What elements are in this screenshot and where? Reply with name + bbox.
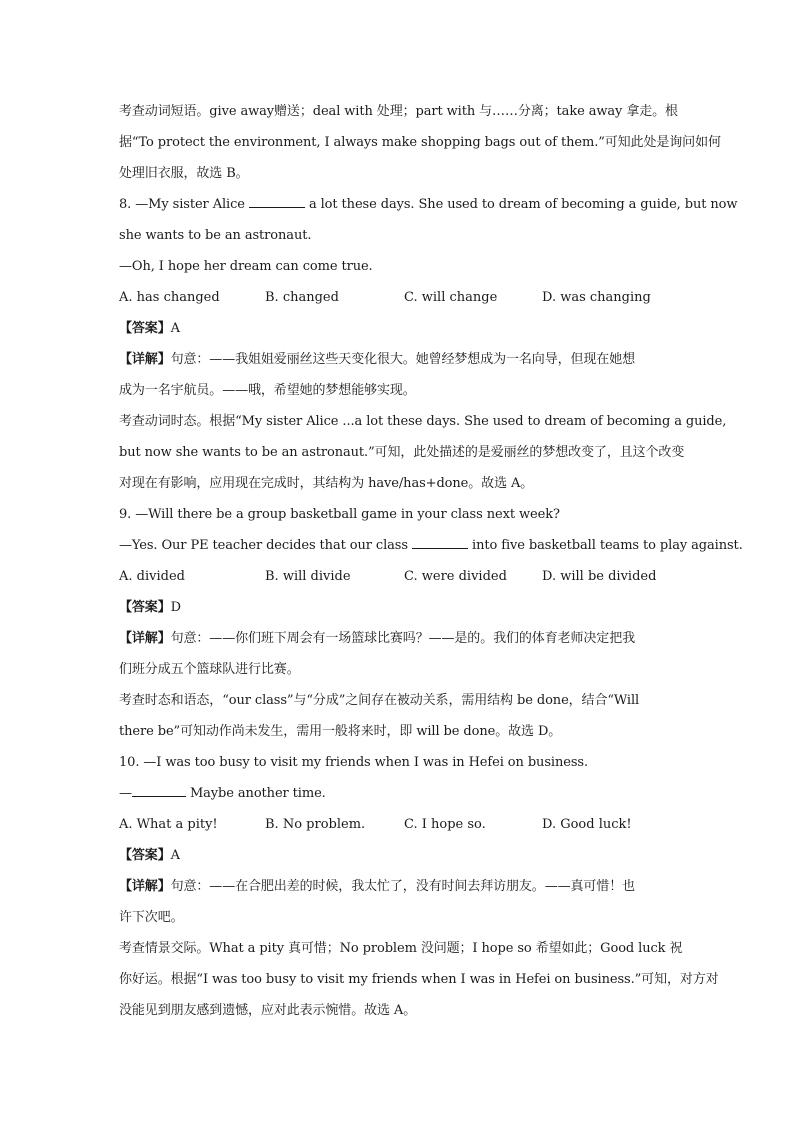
q7-analysis-line: 考查动词短语。give away赠送；deal with 处理；part with 与……分离；take away 拿走。根 bbox=[119, 104, 678, 119]
q8-option-d: D. was changing bbox=[542, 290, 651, 305]
q7-analysis-line: 处理旧衣服，故选 B。 bbox=[119, 166, 249, 181]
q8-analysis-line: 对现在有影响，应用现在完成时，其结构为 have/has+done。故选 A。 bbox=[119, 476, 534, 491]
q8-option-a: A. has changed bbox=[119, 290, 220, 305]
q10-analysis-line: 考查情景交际。What a pity 真可惜；No problem 没问题；I hope so 希望如此；Good luck 祝 bbox=[119, 941, 683, 956]
q9-detail-text: 句意：——你们班下周会有一场篮球比赛吗？——是的。我们的体育老师决定把我 bbox=[170, 631, 636, 646]
q9-reply bbox=[119, 530, 743, 561]
q8-answer-label: 【答案】 bbox=[119, 321, 171, 336]
q10-analysis-line: 你好运。根据“I was too busy to visit my friends when I was in Hefei on business.”可知，对方对 bbox=[119, 972, 719, 987]
q9-option-b: B. will divide bbox=[265, 569, 351, 584]
q8-answer-value: A bbox=[170, 321, 180, 336]
q10-options bbox=[119, 809, 677, 840]
q8-reply: —Oh, I hope her dream can come true. bbox=[119, 259, 373, 274]
q10-analysis-line: 没能见到朋友感到遗憾，应对此表示惋惜。故选 A。 bbox=[119, 1003, 417, 1018]
q9-detail-line bbox=[119, 623, 677, 654]
q8-stem bbox=[119, 189, 738, 220]
q8-option-b: B. changed bbox=[265, 290, 339, 305]
q9-detail-label: 【详解】 bbox=[119, 631, 171, 646]
q10-answer-value: A bbox=[170, 848, 180, 863]
q10-option-a: A. What a pity! bbox=[119, 817, 218, 832]
q9-options bbox=[119, 561, 677, 592]
q8-detail-line: 成为一名宇航员。——哦，希望她的梦想能够实现。 bbox=[119, 383, 416, 398]
q10-option-b: B. No problem. bbox=[265, 817, 366, 832]
q10-reply bbox=[119, 778, 677, 809]
q9-answer-value: D bbox=[170, 600, 181, 615]
q8-stem-line2: she wants to be an astronaut. bbox=[119, 228, 312, 243]
q10-stem: 10. —I was too busy to visit my friends when I was in Hefei on business. bbox=[119, 755, 588, 770]
q10-answer-label: 【答案】 bbox=[119, 848, 171, 863]
document-page bbox=[119, 96, 743, 1026]
q8-analysis-line: but now she wants to be an astronaut.”可知，此处描述的是爱丽丝的梦想改变了，且这个改变 bbox=[119, 445, 685, 460]
q9-option-c: C. were divided bbox=[404, 569, 507, 584]
q10-detail-line: 许下次吧。 bbox=[119, 910, 184, 925]
q8-detail-label: 【详解】 bbox=[119, 352, 171, 367]
q8-stem-suffix: a lot these days. She used to dream of becoming a guide, but now bbox=[304, 197, 738, 212]
q9-answer bbox=[119, 592, 677, 623]
q9-stem: 9. —Will there be a group basketball game in your class next week? bbox=[119, 507, 560, 522]
q9-analysis-line: there be”可知动作尚未发生，需用一般将来时，即 will be done。故选 D。 bbox=[119, 724, 562, 739]
q9-detail-line: 们班分成五个篮球队进行比赛。 bbox=[119, 662, 300, 677]
q10-detail-label: 【详解】 bbox=[119, 879, 171, 894]
q10-reply-suffix: Maybe another time. bbox=[185, 786, 326, 801]
q9-reply-prefix: —Yes. Our PE teacher decides that our class bbox=[119, 538, 412, 553]
q9-option-d: D. will be divided bbox=[542, 569, 657, 584]
q10-detail-text: 句意：——在合肥出差的时候，我太忙了，没有时间去拜访朋友。——真可惜！也 bbox=[170, 879, 636, 894]
q10-option-c: C. I hope so. bbox=[404, 817, 486, 832]
q8-analysis-line: 考查动词时态。根据“My sister Alice ...a lot these days. She used to dream of becoming a guide, bbox=[119, 414, 727, 429]
q10-reply-prefix: — bbox=[119, 786, 132, 801]
q9-reply-suffix: into five basketball teams to play against. bbox=[467, 538, 743, 553]
q8-detail-line bbox=[119, 344, 677, 375]
q7-analysis-line: 据“To protect the environment, I always make shopping bags out of them.”可知此处是询问如何 bbox=[119, 135, 721, 150]
q9-blank bbox=[412, 536, 468, 549]
q8-detail-text: 句意：——我姐姐爱丽丝这些天变化很大。她曾经梦想成为一名向导，但现在她想 bbox=[170, 352, 636, 367]
q9-answer-label: 【答案】 bbox=[119, 600, 171, 615]
q10-answer bbox=[119, 840, 677, 871]
q8-blank bbox=[249, 195, 305, 208]
q9-analysis-line: 考查时态和语态，“our class”与“分成”之间存在被动关系，需用结构 be done，结合“Will bbox=[119, 693, 640, 708]
q10-option-d: D. Good luck! bbox=[542, 817, 632, 832]
q10-detail-line bbox=[119, 871, 677, 902]
q9-option-a: A. divided bbox=[119, 569, 185, 584]
q8-options bbox=[119, 282, 677, 313]
q8-answer bbox=[119, 313, 677, 344]
q10-blank bbox=[132, 784, 186, 797]
q8-option-c: C. will change bbox=[404, 290, 498, 305]
q8-stem-prefix: 8. —My sister Alice bbox=[119, 197, 249, 212]
